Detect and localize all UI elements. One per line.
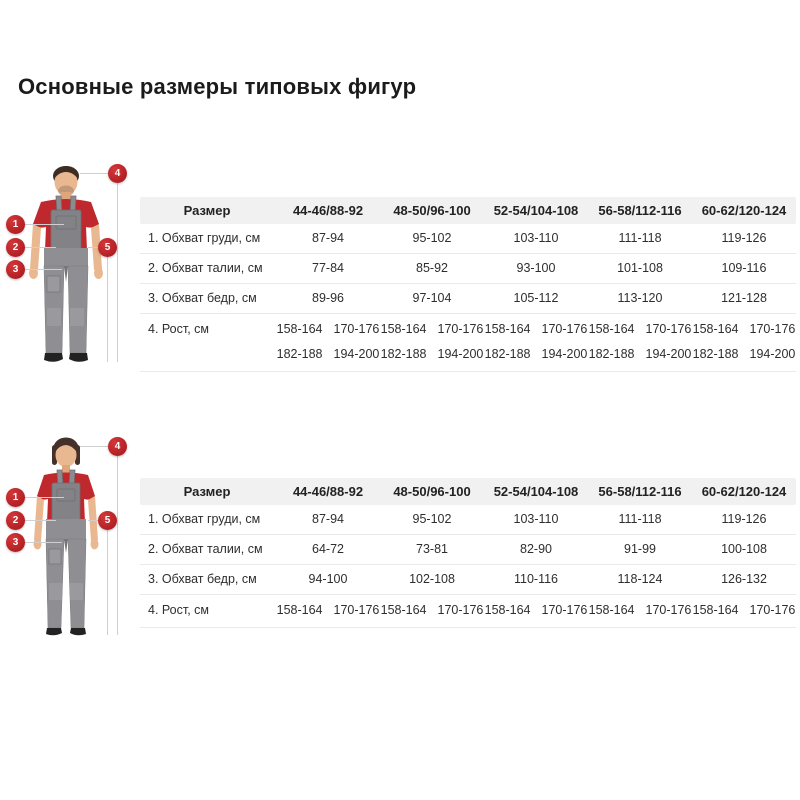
height-value: 158-164 [588,322,635,336]
marker-leader-line [24,497,64,498]
size-column-header: 52-54/104-108 [493,483,579,499]
height-value: 158-164 [692,603,739,617]
women-size-table [140,478,796,628]
height-value: 170-176 [749,322,796,336]
size-column-header: 48-50/96-100 [393,483,471,499]
size-value: 87-94 [312,512,344,527]
size-value: 109-116 [721,261,767,276]
height-value: 158-164 [276,322,323,336]
height-cell [276,598,380,623]
size-value: 95-102 [412,512,452,527]
male-shoes [44,353,88,362]
size-value: 105-112 [513,291,559,306]
height-value: 170-176 [437,322,484,336]
height-value: 182-188 [692,347,739,361]
row-label: 1. Обхват груди, см [148,512,261,527]
height-value: 170-176 [333,322,380,336]
size-value: 119-126 [721,512,767,527]
size-value: 85-92 [416,261,448,276]
height-value: 158-164 [588,603,635,617]
size-value: 103-110 [513,231,559,246]
row-label: 3. Обхват бедр, см [148,291,257,306]
marker-2-waist-badge: 2 [6,511,25,530]
height-cell [588,598,692,623]
size-value: 87-94 [312,231,344,246]
row-label: 4. Рост, см [148,603,210,617]
size-header-cell: Размер [183,483,231,499]
page-title: Основные размеры типовых фигур [18,74,417,99]
size-value: 121-128 [721,291,767,306]
size-value: 118-124 [617,572,663,587]
female-figure-area [0,423,140,648]
marker-2-waist-badge: 2 [6,238,25,257]
marker-leader-line [117,456,118,635]
marker-leader-line [107,529,108,635]
size-value: 111-118 [618,231,662,246]
size-value: 102-108 [409,572,455,587]
height-value: 158-164 [380,322,427,336]
men-size-table [140,197,796,372]
row-label: 2. Обхват талии, см [148,542,263,557]
marker-leader-line [80,173,109,174]
height-row [140,595,796,628]
height-value: 158-164 [276,603,323,617]
men-section [0,150,800,385]
height-value: 170-176 [645,603,692,617]
height-value: 182-188 [276,347,323,361]
size-value: 119-126 [721,231,767,246]
chest-row [140,505,796,535]
size-value: 89-96 [312,291,344,306]
size-value: 111-118 [618,512,662,527]
female-shoes [46,628,86,635]
waist-row [140,535,796,565]
height-value: 170-176 [333,603,380,617]
waist-row [140,254,796,284]
size-column-header: 60-62/120-124 [701,202,787,218]
size-value: 91-99 [624,542,656,557]
size-value: 64-72 [312,542,344,557]
marker-5-height-badge: 5 [98,238,117,257]
size-column-header: 44-46/88-92 [292,202,364,218]
row-label: 4. Рост, см [148,322,210,336]
female-overalls [46,470,86,628]
size-column-header: 48-50/96-100 [393,202,471,218]
size-value: 103-110 [513,512,559,527]
height-value: 194-200 [749,347,796,361]
table-header-row [140,197,796,224]
marker-leader-line [24,224,64,225]
size-value: 100-108 [721,542,767,557]
height-value: 170-176 [541,322,588,336]
marker-3-hips-badge: 3 [6,260,25,279]
size-column-header: 52-54/104-108 [493,202,579,218]
size-value: 73-81 [416,542,448,557]
height-value: 194-200 [333,347,380,361]
height-cell [380,598,484,623]
height-value: 158-164 [484,603,531,617]
height-cell [588,317,692,367]
male-figure-area [0,150,140,375]
size-value: 110-116 [513,572,559,587]
female-head [52,438,80,475]
marker-4-height-badge: 4 [108,164,127,183]
height-value: 194-200 [645,347,692,361]
size-value: 113-120 [617,291,663,306]
height-value: 170-176 [437,603,484,617]
height-value: 170-176 [645,322,692,336]
marker-5-height-badge: 5 [98,511,117,530]
marker-leader-line [24,269,62,270]
size-column-header: 60-62/120-124 [701,483,787,499]
size-value: 97-104 [412,291,452,306]
marker-3-hips-badge: 3 [6,533,25,552]
table-header-row [140,478,796,505]
size-value: 94-100 [308,572,348,587]
height-value: 158-164 [484,322,531,336]
size-value: 82-90 [520,542,552,557]
row-label: 3. Обхват бедр, см [148,572,257,587]
height-value: 170-176 [749,603,796,617]
marker-4-height-badge: 4 [108,437,127,456]
marker-leader-line [24,542,62,543]
marker-1-chest-badge: 1 [6,215,25,234]
size-value: 126-132 [721,572,767,587]
marker-leader-line [80,446,109,447]
marker-1-chest-badge: 1 [6,488,25,507]
height-value: 182-188 [380,347,427,361]
size-header-cell: Размер [183,202,231,218]
size-value: 77-84 [312,261,344,276]
size-value: 101-108 [617,261,663,276]
chest-row [140,224,796,254]
height-cell [484,598,588,623]
height-value: 158-164 [692,322,739,336]
size-column-header: 44-46/88-92 [292,483,364,499]
marker-leader-line [107,256,108,362]
height-value: 194-200 [437,347,484,361]
marker-leader-line [24,247,56,248]
height-value: 182-188 [588,347,635,361]
row-label: 1. Обхват груди, см [148,231,261,246]
size-value: 95-102 [412,231,452,246]
height-value: 182-188 [484,347,531,361]
height-cell [276,317,380,367]
height-cell [380,317,484,367]
height-value: 194-200 [541,347,588,361]
height-row [140,314,796,372]
height-value: 170-176 [541,603,588,617]
height-cell [692,598,796,623]
size-column-header: 56-58/112-116 [598,202,682,218]
hips-row [140,565,796,595]
height-cell [692,317,796,367]
marker-leader-line [24,520,56,521]
women-section [0,423,800,658]
height-value: 158-164 [380,603,427,617]
row-label: 2. Обхват талии, см [148,261,263,276]
size-value: 93-100 [516,261,556,276]
height-cell [484,317,588,367]
marker-leader-line [117,183,118,362]
size-column-header: 56-58/112-116 [598,483,682,499]
hips-row [140,284,796,314]
